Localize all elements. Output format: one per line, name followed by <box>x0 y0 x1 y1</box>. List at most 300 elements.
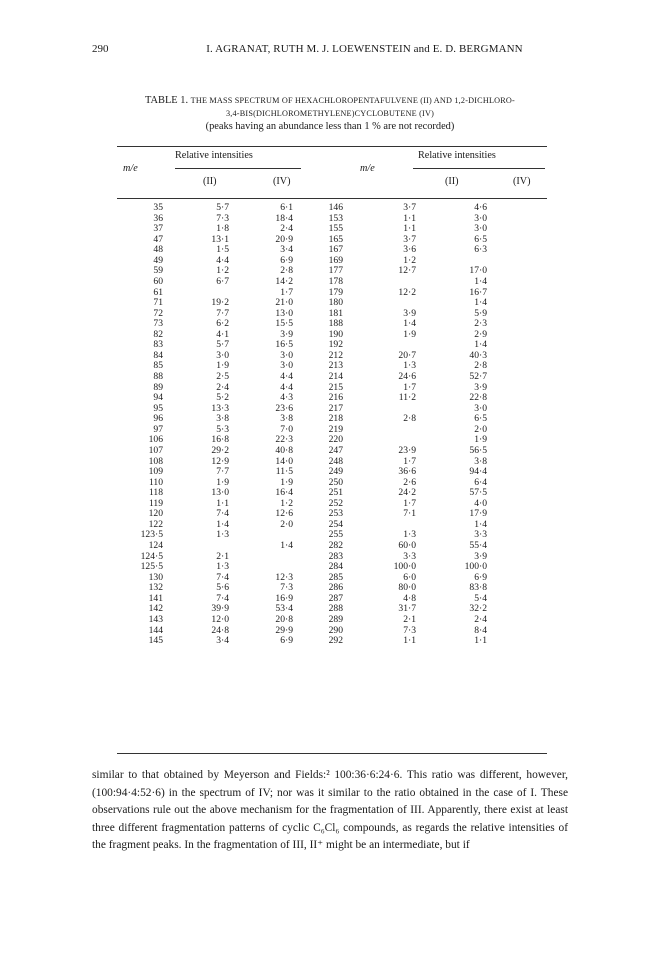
table-row <box>117 393 487 404</box>
header-underline-left <box>175 168 301 169</box>
cell-II-right: 3·3 <box>403 550 416 562</box>
cell-me-left: 108 <box>148 455 163 467</box>
cell-IV-left: 6·1 <box>280 202 293 213</box>
cell-II-right: 11·2 <box>398 392 416 404</box>
cell-II-left: 1·3 <box>216 561 229 573</box>
table-row <box>117 509 487 520</box>
cell-IV-right: 6·5 <box>474 413 487 425</box>
cell-me-right: 212 <box>328 349 343 361</box>
cell-IV-left: 6·9 <box>280 635 293 647</box>
cell-me-right: 169 <box>328 254 343 266</box>
cell-me-left: 48 <box>153 244 163 256</box>
cell-me-left: 130 <box>148 571 163 583</box>
cell-II-left: 1·9 <box>216 476 229 488</box>
body-paragraph <box>92 767 568 855</box>
header-rel-int-left: Relative intensities <box>175 150 253 161</box>
cell-IV-left: 2·0 <box>280 518 293 530</box>
cell-me-left: 106 <box>148 434 163 446</box>
cell-me-right: 248 <box>328 455 343 467</box>
cell-II-right: 2·6 <box>403 476 416 488</box>
caption-line-3: (peaks having an abundance less than 1 % are not recorded) <box>205 121 455 132</box>
cell-IV-right: 52·7 <box>469 371 487 382</box>
cell-IV-right: 22·8 <box>469 392 487 404</box>
header-me-left: m/e <box>123 163 138 174</box>
cell-me-left: 143 <box>148 613 163 625</box>
cell-me-left: 124 <box>148 540 163 551</box>
cell-IV-right: 16·7 <box>469 286 487 298</box>
cell-IV-left: 1·2 <box>280 497 293 509</box>
cell-II-right: 1·3 <box>403 529 416 541</box>
table-row <box>117 245 487 256</box>
table-bottom-rule <box>117 753 547 754</box>
cell-me-left: 61 <box>153 286 163 298</box>
cell-me-left: 83 <box>153 339 163 351</box>
cell-IV-left: 4·4 <box>280 371 293 382</box>
cell-IV-right: 2·0 <box>474 423 487 435</box>
cell-me-right: 181 <box>328 307 343 319</box>
cell-II-left: 39·9 <box>211 603 229 615</box>
table-row <box>117 594 487 605</box>
table-row <box>117 520 487 531</box>
cell-IV-right: 2·3 <box>474 318 487 330</box>
cell-IV-left: 21·0 <box>275 297 293 309</box>
table-row <box>117 277 487 288</box>
cell-me-right: 254 <box>328 518 343 530</box>
cell-IV-right: 4·0 <box>474 497 487 509</box>
cell-II-left: 7·4 <box>216 508 229 520</box>
cell-me-right: 255 <box>328 529 343 541</box>
cell-IV-left: 23·6 <box>275 402 293 414</box>
cell-II-right: 20·7 <box>398 349 416 361</box>
cell-II-left: 1·1 <box>216 497 229 509</box>
cell-II-right: 2·1 <box>403 613 416 625</box>
table-row <box>117 583 487 594</box>
cell-IV-right: 17·0 <box>469 265 487 277</box>
cell-IV-right: 1·4 <box>474 518 487 530</box>
cell-me-left: 60 <box>153 275 163 287</box>
cell-II-left: 7·7 <box>216 466 229 478</box>
body-paragraph-text: similar to that obtained by Meyerson and Fields:² 100:36·6:24·6. This ratio was different, however, (100:94·4:52·6) in the spectrum of IV; nor was it similar to the ratio obtained in the case of I. These observations rule out the above mechanism for the fragmentation of III. Apparently, there exist at least three different fragmentation patterns of cyclic C₆Cl₆ compounds, as regards the relative intensities of the fragment peaks. In the fragmentation of III, II⁺ might be an intermediate, but if <box>92 769 568 852</box>
cell-II-right <box>343 277 416 288</box>
cell-II-left: 12·9 <box>211 455 229 467</box>
cell-IV-left: 2·8 <box>280 265 293 277</box>
cell-II-left: 6·2 <box>216 318 229 330</box>
cell-II-right: 3·6 <box>403 244 416 256</box>
cell-me-left: 125·5 <box>140 561 163 573</box>
cell-IV-right: 6·3 <box>474 244 487 256</box>
caption-line-2: 3,4-BIS(DICHLOROMETHYLENE)CYCLOBUTENE (IV) <box>225 109 435 118</box>
cell-me-right: 247 <box>328 444 343 456</box>
cell-II-left: 24·8 <box>211 624 229 636</box>
table-row <box>117 604 487 615</box>
cell-IV-right: 17·9 <box>469 508 487 520</box>
cell-IV-left: 1·4 <box>280 540 293 551</box>
table-row <box>117 266 487 277</box>
cell-II-left: 3·0 <box>216 349 229 361</box>
cell-me-right: 250 <box>328 476 343 488</box>
cell-II-left: 2·5 <box>216 371 229 382</box>
cell-II-left: 1·3 <box>216 529 229 541</box>
cell-IV-left: 6·9 <box>280 254 293 266</box>
table-row <box>117 499 487 510</box>
cell-IV-right: 56·5 <box>469 444 487 456</box>
cell-IV-right: 2·8 <box>474 360 487 372</box>
cell-me-left: 49 <box>153 254 163 266</box>
cell-IV-right: 5·4 <box>474 592 487 604</box>
cell-II-left: 13·1 <box>211 233 229 245</box>
cell-me-left: 96 <box>153 413 163 425</box>
table-row <box>117 361 487 372</box>
cell-II-right: 4·8 <box>403 592 416 604</box>
cell-IV-left: 7·3 <box>280 582 293 594</box>
cell-IV-right: 5·9 <box>474 307 487 319</box>
cell-me-right: 289 <box>328 613 343 625</box>
cell-II-left: 1·9 <box>216 360 229 372</box>
cell-IV-left <box>229 552 293 563</box>
header-underline-right <box>413 168 545 169</box>
cell-IV-left: 16·5 <box>275 339 293 351</box>
page-header <box>0 43 649 61</box>
cell-II-right: 7·1 <box>403 508 416 520</box>
cell-me-left: 132 <box>148 582 163 594</box>
cell-II-left: 16·8 <box>211 434 229 446</box>
cell-II-right: 7·3 <box>403 624 416 636</box>
cell-IV-right: 32·2 <box>469 603 487 615</box>
cell-me-left: 85 <box>153 360 163 372</box>
cell-II-left: 5·6 <box>216 582 229 594</box>
table-row <box>117 256 487 267</box>
cell-II-right: 1·2 <box>403 254 416 266</box>
cell-II-right: 24·2 <box>398 487 416 499</box>
cell-IV-right: 3·0 <box>474 223 487 235</box>
cell-me-right: 155 <box>328 223 343 235</box>
cell-me-left: 36 <box>153 212 163 224</box>
cell-me-right: 286 <box>328 582 343 594</box>
cell-IV-left: 4·3 <box>280 392 293 404</box>
caption-title-1: THE MASS SPECTRUM OF HEXACHLOROPENTAFULVENE (II) AND 1,2-DICHLORO- <box>190 96 515 105</box>
running-title: I. AGRANAT, RUTH M. J. LOEWENSTEIN and E. D. BERGMANN <box>206 43 523 55</box>
cell-II-right: 1·1 <box>403 635 416 647</box>
cell-II-right: 24·6 <box>398 371 416 382</box>
table-row <box>117 319 487 330</box>
cell-II-left: 7·7 <box>216 307 229 319</box>
cell-me-left: 59 <box>153 265 163 277</box>
cell-II-right: 12·2 <box>398 286 416 298</box>
table-row <box>117 530 487 541</box>
cell-II-right: 1·1 <box>403 212 416 224</box>
cell-IV-left: 3·0 <box>280 360 293 372</box>
cell-me-right: 287 <box>328 592 343 604</box>
table-header-rule <box>117 198 547 199</box>
cell-me-left: 72 <box>153 307 163 319</box>
cell-me-right: 253 <box>328 508 343 520</box>
cell-me-right: 188 <box>328 318 343 330</box>
cell-me-left: 124·5 <box>140 550 163 562</box>
cell-IV-right: 2·4 <box>474 613 487 625</box>
table-row <box>117 562 487 573</box>
header-IV-left: (IV) <box>273 176 291 187</box>
cell-IV-right: 57·5 <box>469 487 487 499</box>
table-row <box>117 214 487 225</box>
cell-me-right: 215 <box>328 381 343 393</box>
cell-II-right: 3·9 <box>403 307 416 319</box>
cell-II-right: 100·0 <box>393 561 416 573</box>
cell-II-right: 1·7 <box>403 381 416 393</box>
cell-IV-left: 15·5 <box>275 318 293 330</box>
cell-me-left: 123·5 <box>140 529 163 541</box>
cell-IV-right: 3·0 <box>474 212 487 224</box>
table-row <box>117 573 487 584</box>
table-row <box>117 488 487 499</box>
table-row <box>117 541 487 552</box>
cell-IV-left: 7·0 <box>280 423 293 435</box>
cell-me-left: 47 <box>153 233 163 245</box>
cell-me-left: 37 <box>153 223 163 235</box>
cell-me-right: 214 <box>328 371 343 382</box>
cell-II-left: 3·4 <box>216 635 229 647</box>
table-row <box>117 340 487 351</box>
cell-me-left: 110 <box>148 476 163 488</box>
cell-me-right: 180 <box>328 297 343 309</box>
cell-IV-right: 55·4 <box>469 540 487 551</box>
cell-IV-right: 3·8 <box>474 455 487 467</box>
cell-IV-right: 3·0 <box>474 402 487 414</box>
cell-me-left: 141 <box>148 592 163 604</box>
cell-me-right: 252 <box>328 497 343 509</box>
cell-IV-left: 40·8 <box>275 444 293 456</box>
table-row <box>117 457 487 468</box>
cell-II-left: 2·1 <box>216 550 229 562</box>
cell-II-left: 6·7 <box>216 275 229 287</box>
cell-II-right: 3·7 <box>403 202 416 213</box>
table-row <box>117 235 487 246</box>
table-caption <box>92 94 568 133</box>
cell-me-left: 118 <box>148 487 163 499</box>
cell-IV-left: 3·8 <box>280 413 293 425</box>
cell-me-right: 190 <box>328 328 343 340</box>
cell-IV-right: 1·4 <box>474 297 487 309</box>
table-row <box>117 414 487 425</box>
cell-me-left: 71 <box>153 297 163 309</box>
cell-me-left: 95 <box>153 402 163 414</box>
cell-II-right: 60·0 <box>398 540 416 551</box>
cell-II-left: 5·7 <box>216 339 229 351</box>
cell-II-left: 1·8 <box>216 223 229 235</box>
cell-me-right: 167 <box>328 244 343 256</box>
table-row <box>117 636 487 647</box>
cell-IV-left: 1·9 <box>280 476 293 488</box>
cell-II-left: 13·0 <box>211 487 229 499</box>
table-row <box>117 330 487 341</box>
cell-II-left: 4·1 <box>216 328 229 340</box>
cell-IV-right: 6·9 <box>474 571 487 583</box>
cell-II-left: 5·7 <box>216 202 229 213</box>
cell-II-left: 5·3 <box>216 423 229 435</box>
cell-me-left: 145 <box>148 635 163 647</box>
cell-II-right: 36·6 <box>398 466 416 478</box>
cell-me-right: 213 <box>328 360 343 372</box>
page-number: 290 <box>92 43 109 55</box>
cell-IV-left: 20·8 <box>275 613 293 625</box>
table-row <box>117 404 487 415</box>
table-top-rule <box>117 146 547 147</box>
cell-IV-left: 14·0 <box>275 455 293 467</box>
cell-me-right: 153 <box>328 212 343 224</box>
cell-me-right: 290 <box>328 624 343 636</box>
cell-me-left: 73 <box>153 318 163 330</box>
cell-me-right: 285 <box>328 571 343 583</box>
cell-IV-left: 53·4 <box>275 603 293 615</box>
cell-II-left: 5·2 <box>216 392 229 404</box>
cell-II-right: 2·8 <box>403 413 416 425</box>
cell-me-right: 282 <box>328 540 343 551</box>
cell-me-right: 218 <box>328 413 343 425</box>
cell-me-right: 165 <box>328 233 343 245</box>
cell-me-right: 249 <box>328 466 343 478</box>
cell-II-left: 19·2 <box>211 297 229 309</box>
cell-II-left: 3·8 <box>216 413 229 425</box>
cell-II-right: 1·1 <box>403 223 416 235</box>
cell-me-left: 142 <box>148 603 163 615</box>
table-row <box>117 615 487 626</box>
table-row <box>117 383 487 394</box>
cell-IV-left: 16·9 <box>275 592 293 604</box>
cell-II-left: 1·5 <box>216 244 229 256</box>
caption-line-1 <box>92 94 568 107</box>
cell-IV-right: 3·3 <box>474 529 487 541</box>
cell-II-left <box>163 541 229 552</box>
cell-IV-right: 1·9 <box>474 434 487 446</box>
cell-II-right: 1·7 <box>403 455 416 467</box>
cell-me-right: 217 <box>328 402 343 414</box>
cell-II-left: 4·4 <box>216 254 229 266</box>
cell-IV-right: 2·9 <box>474 328 487 340</box>
header-rel-int-right: Relative intensities <box>418 150 496 161</box>
cell-II-left: 29·2 <box>211 444 229 456</box>
table-row <box>117 626 487 637</box>
cell-me-left: 97 <box>153 423 163 435</box>
table-row <box>117 298 487 309</box>
cell-IV-right: 100·0 <box>464 561 487 573</box>
cell-II-right: 1·9 <box>403 328 416 340</box>
cell-me-right: 288 <box>328 603 343 615</box>
cell-II-right: 23·9 <box>398 444 416 456</box>
table-body <box>117 203 487 647</box>
cell-IV-left: 3·4 <box>280 244 293 256</box>
cell-IV-right: 40·3 <box>469 349 487 361</box>
cell-me-left: 84 <box>153 349 163 361</box>
cell-me-left: 94 <box>153 392 163 404</box>
cell-IV-left: 1·7 <box>280 286 293 298</box>
cell-IV-left: 4·4 <box>280 381 293 393</box>
table-row <box>117 425 487 436</box>
cell-II-left: 7·4 <box>216 571 229 583</box>
cell-IV-left: 29·9 <box>275 624 293 636</box>
cell-II-left: 1·4 <box>216 518 229 530</box>
header-IV-right: (IV) <box>513 176 531 187</box>
cell-me-right: 192 <box>328 339 343 351</box>
table-row <box>117 435 487 446</box>
cell-IV-right: 3·9 <box>474 381 487 393</box>
cell-II-right <box>343 425 416 436</box>
cell-IV-right: 4·6 <box>474 202 487 213</box>
cell-IV-right: 1·4 <box>474 339 487 351</box>
cell-IV-left: 2·4 <box>280 223 293 235</box>
table-row <box>117 467 487 478</box>
caption-label: TABLE 1. <box>145 95 189 106</box>
cell-IV-right: 1·1 <box>474 635 487 647</box>
cell-IV-left: 14·2 <box>275 275 293 287</box>
cell-me-right: 179 <box>328 286 343 298</box>
cell-IV-left: 22·3 <box>275 434 293 446</box>
cell-IV-right: 6·5 <box>474 233 487 245</box>
table-row <box>117 552 487 563</box>
cell-me-left: 122 <box>148 518 163 530</box>
cell-me-right: 251 <box>328 487 343 499</box>
cell-II-left: 2·4 <box>216 381 229 393</box>
cell-me-left: 109 <box>148 466 163 478</box>
cell-me-left: 88 <box>153 371 163 382</box>
table-row <box>117 309 487 320</box>
cell-II-right: 1·4 <box>403 318 416 330</box>
cell-me-left: 107 <box>148 444 163 456</box>
cell-II-left: 7·3 <box>216 212 229 224</box>
cell-IV-right: 6·4 <box>474 476 487 488</box>
header-II-left: (II) <box>203 176 217 187</box>
cell-me-right: 177 <box>328 265 343 277</box>
cell-IV-left: 12·3 <box>275 571 293 583</box>
header-me-right: m/e <box>360 163 375 174</box>
cell-me-left: 89 <box>153 381 163 393</box>
cell-me-right: 292 <box>328 635 343 647</box>
cell-me-left: 35 <box>153 202 163 213</box>
cell-me-right: 219 <box>328 423 343 435</box>
cell-IV-right: 83·8 <box>469 582 487 594</box>
table-row <box>117 446 487 457</box>
cell-me-left: 82 <box>153 328 163 340</box>
table-row <box>117 224 487 235</box>
cell-IV-left: 3·9 <box>280 328 293 340</box>
cell-IV-left: 16·4 <box>275 487 293 499</box>
cell-II-right: 12·7 <box>398 265 416 277</box>
cell-IV-left: 11·5 <box>275 466 293 478</box>
cell-II-left: 13·3 <box>211 402 229 414</box>
cell-me-left: 119 <box>148 497 163 509</box>
cell-IV-left: 18·4 <box>275 212 293 224</box>
cell-me-right: 283 <box>328 550 343 562</box>
cell-II-right: 1·7 <box>403 497 416 509</box>
cell-II-right: 3·7 <box>403 233 416 245</box>
cell-me-left: 144 <box>148 624 163 636</box>
cell-II-left: 1·2 <box>216 265 229 277</box>
cell-IV-left: 3·0 <box>280 349 293 361</box>
table-row <box>117 203 487 214</box>
cell-me-right: 284 <box>328 561 343 573</box>
cell-IV-left: 13·0 <box>275 307 293 319</box>
cell-IV-right: 3·9 <box>474 550 487 562</box>
table-row <box>117 478 487 489</box>
cell-II-right: 1·3 <box>403 360 416 372</box>
cell-IV-left: 20·9 <box>275 233 293 245</box>
cell-IV-right: 8·4 <box>474 624 487 636</box>
cell-me-right: 220 <box>328 434 343 446</box>
cell-IV-right: 1·4 <box>474 275 487 287</box>
cell-IV-right: 94·4 <box>469 466 487 478</box>
cell-me-right: 146 <box>328 202 343 213</box>
cell-II-left: 7·4 <box>216 592 229 604</box>
cell-me-right: 178 <box>328 275 343 287</box>
cell-II-right: 80·0 <box>398 582 416 594</box>
